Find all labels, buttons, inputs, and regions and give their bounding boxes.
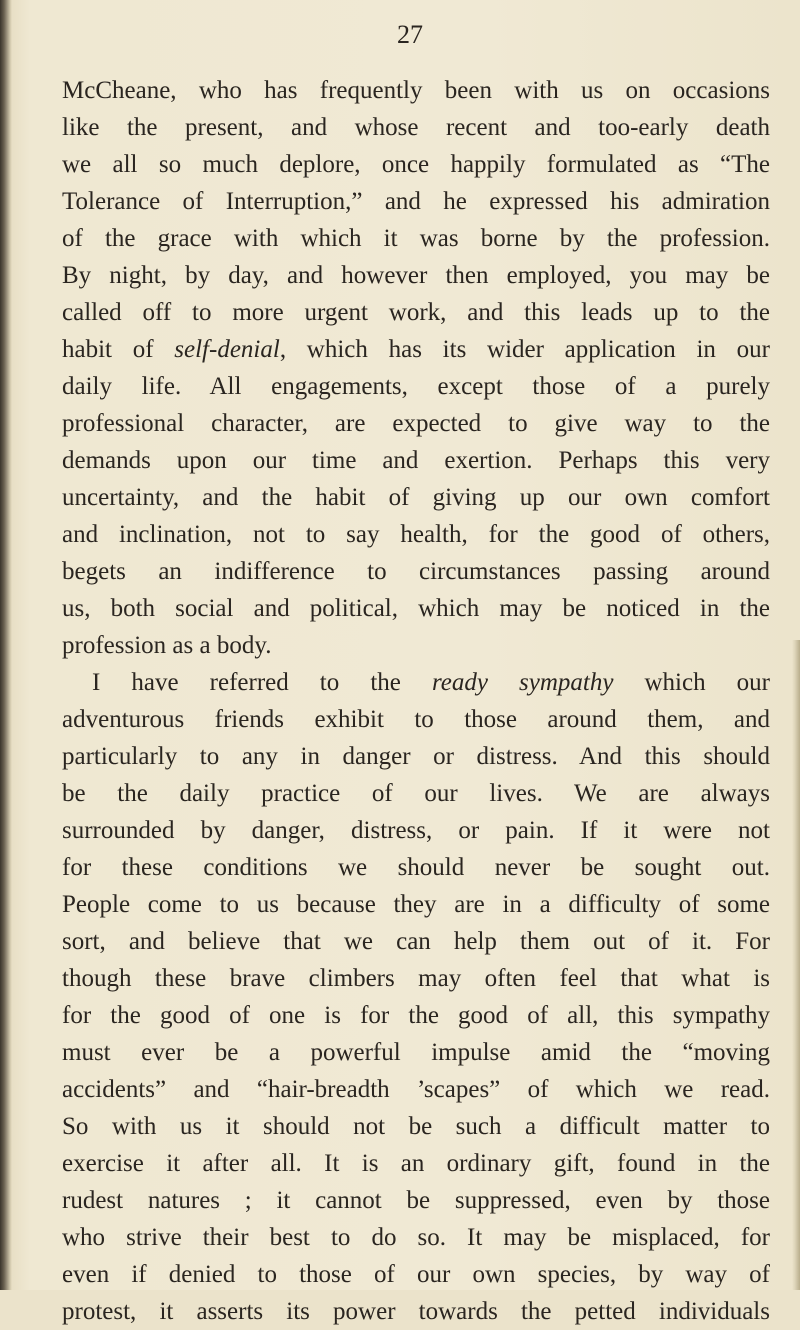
text-line: People come to us because they are in a difficulty of some [62, 891, 770, 918]
text-line: even if denied to those of our own species, by way of [62, 1261, 770, 1288]
text-line: like the present, and whose recent and too-early death [62, 114, 770, 141]
page-edge [792, 640, 800, 1290]
text-line: particularly to any in danger or distress. And this should [62, 743, 770, 770]
text-line: exercise it after all. It is an ordinary gift, found in the [62, 1150, 770, 1177]
text-line [62, 331, 770, 368]
text-line: By night, by day, and however then employed, you may be [62, 262, 770, 289]
text-span: , which has its wider application in our [279, 336, 770, 363]
text-line: of the grace with which it was borne by the profession. [62, 225, 770, 252]
page-number: 27 [397, 20, 423, 49]
text-line: surrounded by danger, distress, or pain. If it were not [62, 817, 770, 844]
text-span: I have referred to the [92, 669, 432, 696]
text-span: which our [613, 669, 770, 696]
text-line: begets an indifference to circumstances passing around [62, 558, 770, 585]
text-line: though these brave climbers may often feel that what is [62, 965, 770, 992]
text-line: Tolerance of Interruption,” and he expressed his admiration [62, 188, 770, 215]
body-text [62, 72, 770, 1330]
text-line: and inclination, not to say health, for the good of others, [62, 521, 770, 548]
text-line: profession as a body. [62, 632, 272, 659]
text-line: for the good of one is for the good of all, this sympathy [62, 1002, 770, 1029]
text-line: rudest natures ; it cannot be suppressed, even by those [62, 1187, 770, 1214]
text-line: professional character, are expected to give way to the [62, 410, 770, 437]
text-line: be the daily practice of our lives. We are always [62, 780, 770, 807]
text-line: must ever be a powerful impulse amid the “moving [62, 1039, 770, 1066]
text-line: us, both social and political, which may be noticed in the [62, 595, 770, 622]
text-line: daily life. All engagements, except those of a purely [62, 373, 770, 400]
page-gutter-shadow [0, 0, 12, 1290]
text-line: protest, it asserts its power towards the petted individuals [62, 1298, 770, 1325]
text-line: who strive their best to do so. It may be misplaced, for [62, 1224, 770, 1251]
text-line: we all so much deplore, once happily formulated as “The [62, 151, 770, 178]
text-line: called off to more urgent work, and this leads up to the [62, 299, 770, 326]
emphasis-ready-sympathy: ready sympathy [431, 669, 614, 696]
text-line: So with us it should not be such a difficult matter to [62, 1113, 770, 1140]
text-line: uncertainty, and the habit of giving up our own comfort [62, 484, 770, 511]
text-line: McCheane, who has frequently been with us on occasions [62, 77, 770, 104]
emphasis-self-denial: self-denial [174, 336, 280, 363]
text-line: adventurous friends exhibit to those around them, and [62, 706, 770, 733]
text-line: sort, and believe that we can help them out of it. For [62, 928, 770, 955]
text-span: habit of [62, 336, 175, 363]
text-line: for these conditions we should never be sought out. [62, 854, 770, 881]
text-line: demands upon our time and exertion. Perhaps this very [62, 447, 770, 474]
text-line [62, 664, 770, 701]
text-line: accidents” and “hair-breadth ’scapes” of which we read. [62, 1076, 770, 1103]
